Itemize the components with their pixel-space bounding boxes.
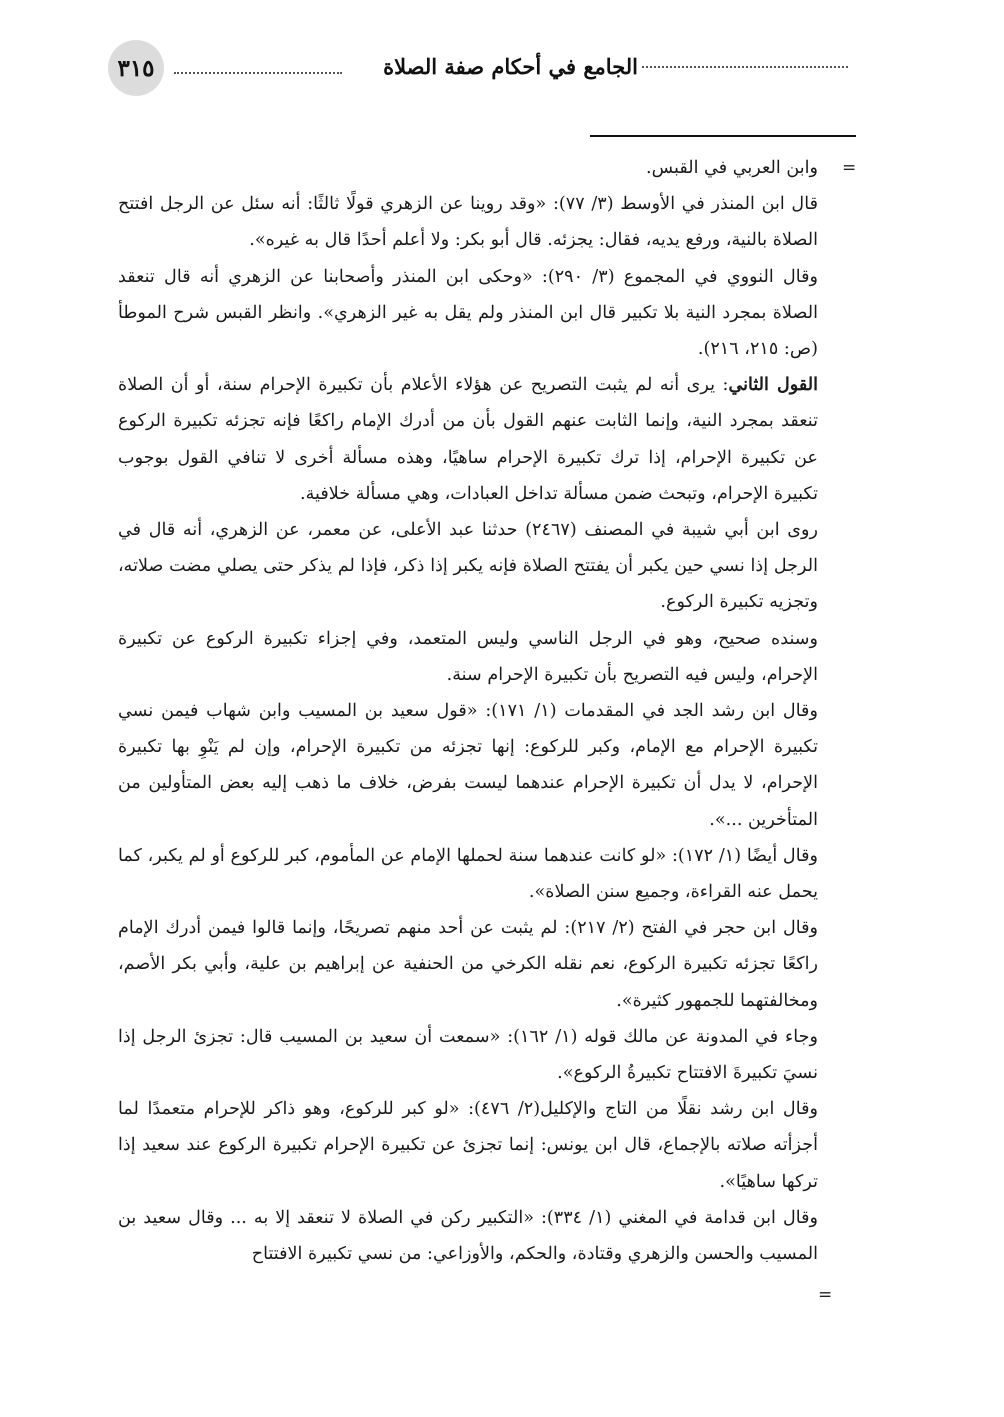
paragraph: وسنده صحيح، وهو في الرجل الناسي وليس المتعمد، وفي إجزاء تكبيرة الركوع عن تكبيرة الإحرام، وليس فيه التصريح بأن تكبيرة الإحرام سنة. xyxy=(118,628,818,685)
paragraph: وقال ابن حجر في الفتح (٢/ ٢١٧): لم يثبت عن أحد منهم تصريحًا، وإنما قالوا فيمن أدرك الإمام راكعًا تجزئه تكبيرة الركوع، نعم نقله الكرخي من الحنفية عن إبراهيم بن علية، وأبي بكر الأصم، ومخالفتهما للجمهور كثيرة». xyxy=(118,918,818,1011)
paragraph: قال ابن المنذر في الأوسط (٣/ ٧٧): «وقد روينا عن الزهري قولًا ثالثًا: أنه سئل عن الرجل افتتح الصلاة بالنية، ورفع يديه، فقال: يجزئه. قال أبو بكر: ولا أعلم أحدًا قال به غيره». xyxy=(118,194,818,251)
paragraph: القول الثاني: يرى أنه لم يثبت التصريح عن هؤلاء الأعلام بأن تكبيرة الإحرام سنة، أو أن الصلاة تنعقد بمجرد النية، وإنما الثابت عنهم القول بأن من أدرك الإمام راكعًا فإنه تجزئه تكبيرة الركوع عن تكبيرة الإحرام، إذا ترك تكبيرة الإحرام ساهيًا، وهذه مسألة أخرى لا تنافي القول بوجوب تكبيرة الإحرام، وتبحث ضمن مسألة تداخل العبادات، وهي مسألة خلافية. xyxy=(118,374,818,504)
paragraph: وقال ابن قدامة في المغني (١/ ٣٣٤): «التكبير ركن في الصلاة لا تنعقد إلا به ... وقال سعيد بن المسيب والحسن والزهري وقتادة، والحكم، والأوزاعي: من نسي تكبيرة الافتتاح xyxy=(118,1207,818,1265)
running-header xyxy=(108,40,848,106)
paragraph: وقال النووي في المجموع (٣/ ٢٩٠): «وحكى ابن المنذر وأصحابنا عن الزهري أنه قال تنعقد الصلاة بمجرد النية بلا تكبير قال ابن المنذر ولم يقل به غير الزهري». وانظر القبس شرح الموطأ (ص: ٢١٥، ٢١٦). xyxy=(118,266,818,360)
paragraph: وقال ابن رشد الجد في المقدمات (١/ ١٧١): «قول سعيد بن المسيب وابن شهاب فيمن نسي تكبيرة الإحرام مع الإمام، وكبر للركوع: إنها تجزئه من تكبيرة الإحرام، وإن لم يَنْوِ بها تكبيرة الإحرام، لا يدل أن تكبيرة الإحرام عندهما ليست بفرض، خلاف ما ذهب إليه بعض المتأولين من المتأخرين ...». xyxy=(118,701,818,830)
paragraph: وقال ابن رشد نقلًا من التاج والإكليل(٢/ ٤٧٦): «لو كبر للركوع، وهو ذاكر للإحرام متعمدًا لما أجزأته صلاته بالإجماع، قال ابن يونس: إنما تجزئ عن تكبيرة الإحرام تكبيرة الركوع عند سعيد إذا تركها ساهيًا». xyxy=(118,1099,818,1192)
footnote-body xyxy=(118,150,818,1272)
header-title: الجامع في أحكام صفة الصلاة xyxy=(383,54,638,79)
header-dotted-leader-right xyxy=(642,66,848,68)
paragraph: روى ابن أبي شيبة في المصنف (٢٤٦٧) حدثنا عبد الأعلى، عن معمر، عن الزهري، أنه قال في الرجل إذا نسي حين يكبر أن يفتتح الصلاة فإنه يكبر إذا ذكر، فإذا لم يذكر حتى يصلي مضت صلاته، وتجزيه تكبيرة الركوع. xyxy=(118,520,819,613)
continuation-mark-top: = xyxy=(842,158,857,178)
header-dotted-leader-left xyxy=(174,72,342,74)
continuation-mark-bottom: = xyxy=(818,1285,833,1305)
paragraph: وابن العربي في القبس. xyxy=(645,158,818,178)
page-number: ٣١٥ xyxy=(108,40,164,96)
footnote-separator xyxy=(590,135,856,137)
paragraph: وجاء في المدونة عن مالك قوله (١/ ١٦٢): «سمعت أن سعيد بن المسيب قال: تجزئ الرجل إذا نسيَ تكبيرةَ الافتتاح تكبيرةُ الركوع». xyxy=(118,1026,818,1084)
paragraph: وقال أيضًا (١/ ١٧٢): «لو كانت عندهما سنة لحملها الإمام عن المأموم، كبر للركوع أو لم يكبر، كما يحمل عنه القراءة، وجميع سنن الصلاة». xyxy=(118,845,818,903)
bold-heading: القول الثاني xyxy=(728,374,818,396)
